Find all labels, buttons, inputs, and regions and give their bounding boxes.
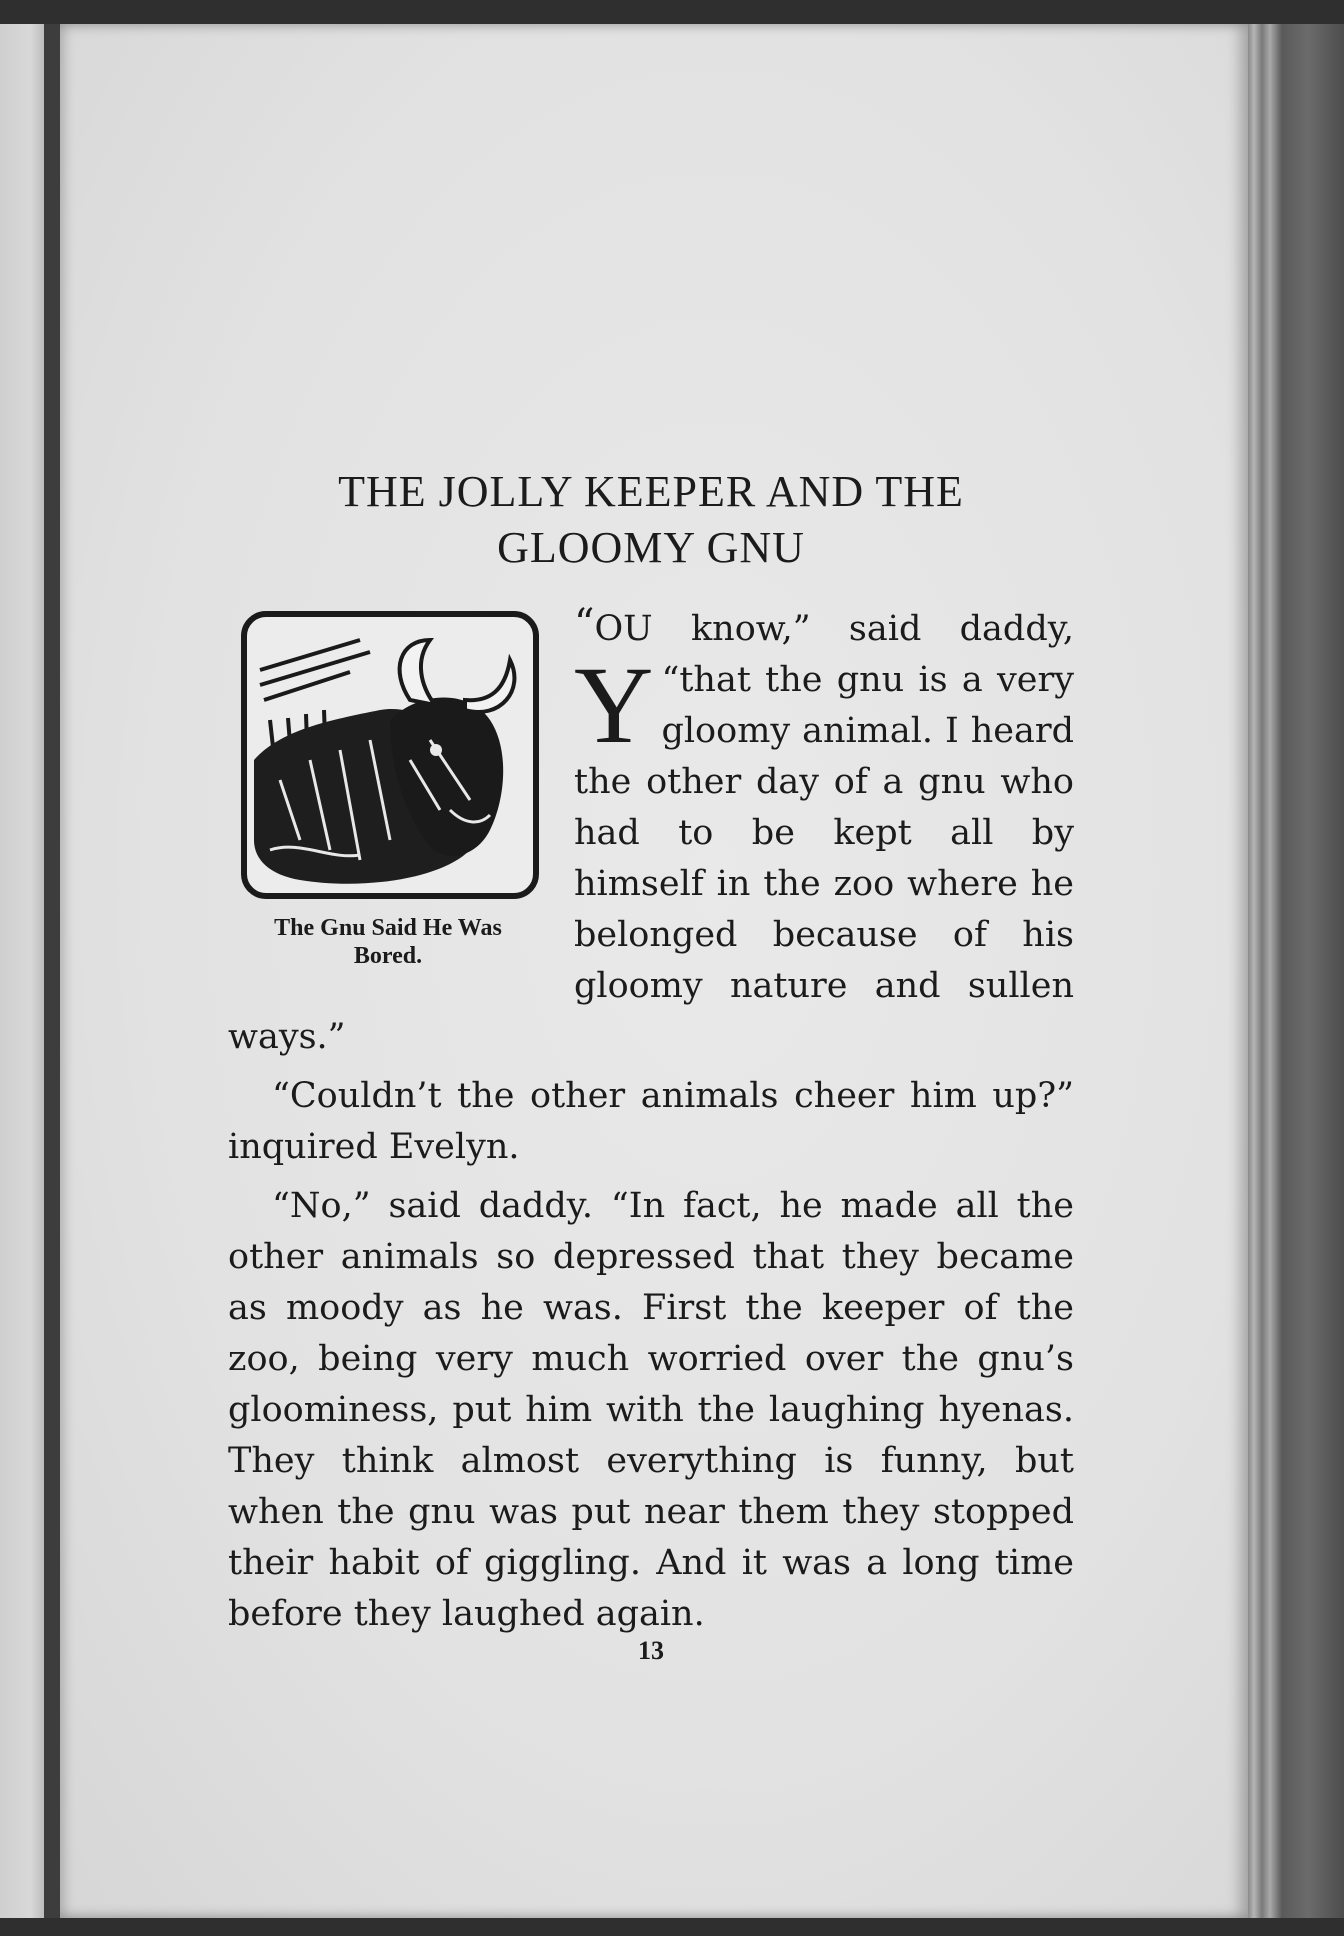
- paragraph-evelyn-question: “Couldn’t the other animals cheer him up?” inquired Evelyn.: [228, 1076, 1074, 1167]
- drop-cap-letter: Y: [574, 644, 654, 766]
- opening-paragraph-text: OU know,” said daddy, “that the gnu is a very gloomy animal. I heard the other day of a gnu who had to be kept all by himself in the zoo where he belonged because of his gloomy nature and sullen ways.”: [228, 609, 1074, 1057]
- caption-line-2: Bored.: [353, 943, 423, 969]
- title-line-2: GLOOMY GNU: [497, 523, 805, 572]
- chapter-title: [228, 464, 1074, 576]
- scan-top-border: [0, 0, 1344, 24]
- figure-caption: [228, 914, 548, 970]
- illustration-figure: [228, 610, 548, 970]
- book-binding-shadow: [44, 0, 60, 1936]
- book-page: [60, 24, 1248, 1918]
- page-content: [228, 464, 1074, 1665]
- gnu-woodcut-illustration: [240, 610, 540, 900]
- opening-quote-mark: “: [574, 601, 595, 647]
- page-number: 13: [638, 1636, 664, 1665]
- scan-bottom-border: [0, 1918, 1344, 1936]
- caption-line-1: The Gnu Said He Was: [274, 915, 502, 941]
- title-line-1: THE JOLLY KEEPER AND THE: [338, 467, 964, 516]
- paragraph-daddy-answer: “No,” said daddy. “In fact, he made all the other animals so depressed that they became as moody as he was. First the keeper of the zoo, being very much worried over the gnu’s gloominess, put him with the laughing hyenas. They think almost everything is funny, but when the gnu was put near them they stopped their habit of giggling. And it was a long time before they laughed again.: [228, 1186, 1074, 1634]
- right-page-stack-edge: [1248, 24, 1344, 1918]
- left-page-edge: [0, 0, 44, 1936]
